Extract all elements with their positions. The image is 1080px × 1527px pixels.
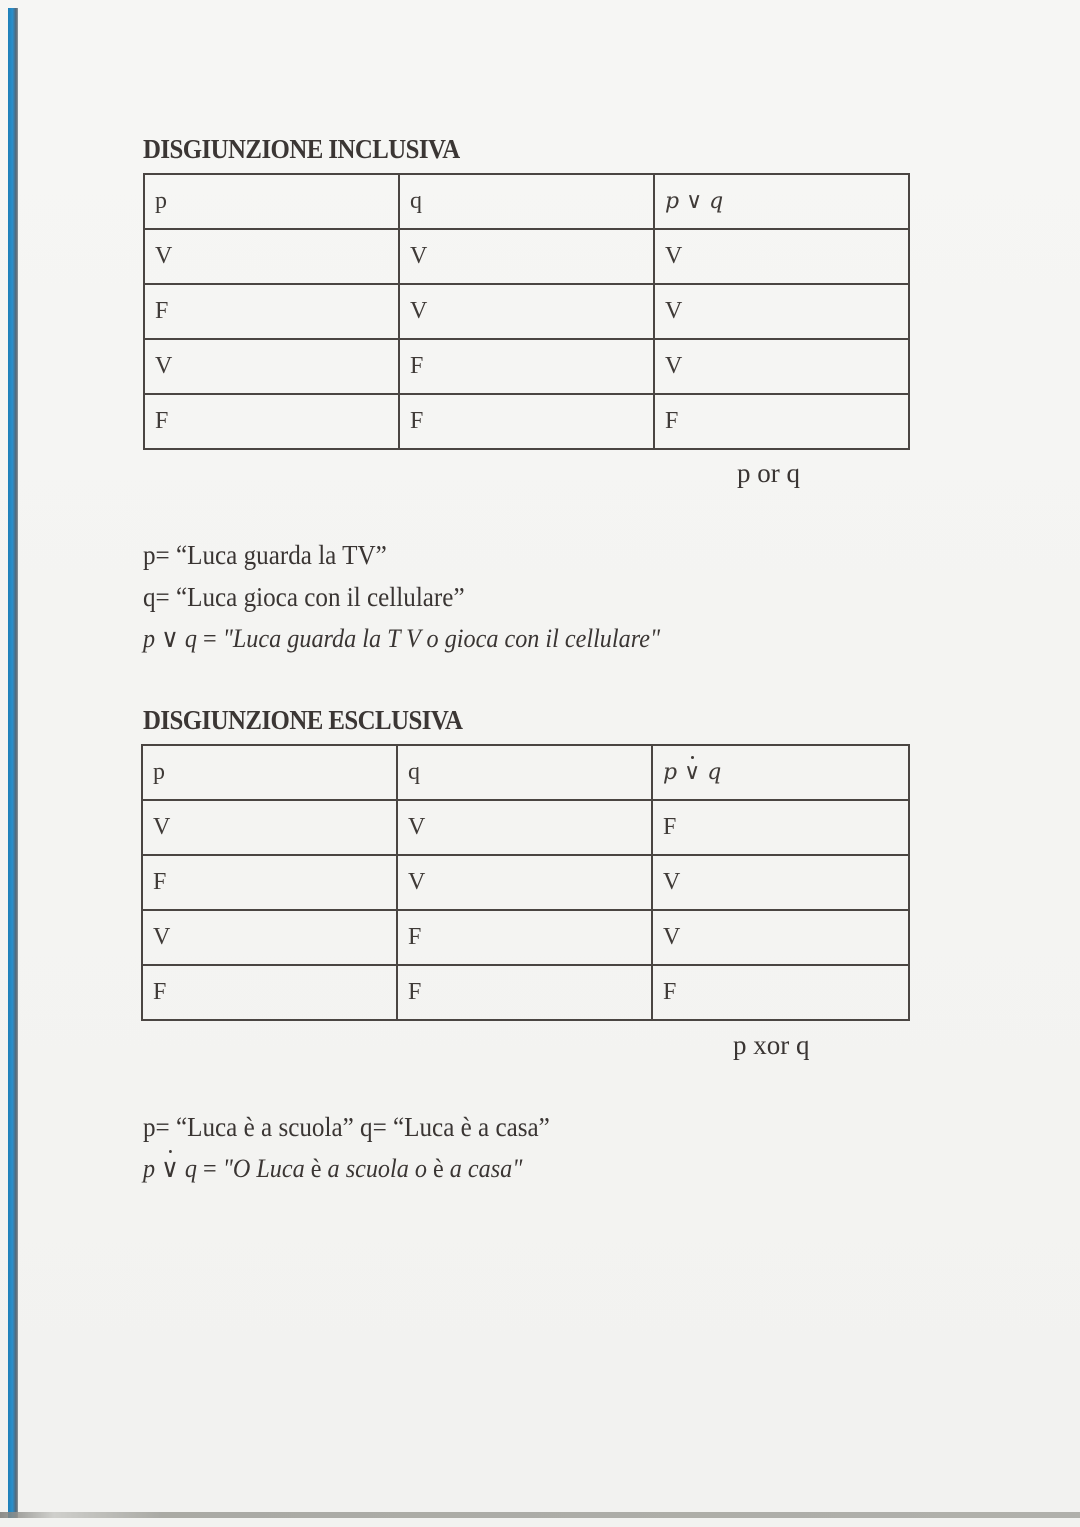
cell-q: V <box>397 800 652 855</box>
formula-rhs-part: "O Luca <box>222 1154 311 1183</box>
cell-p: F <box>142 855 397 910</box>
cell-result: F <box>652 800 909 855</box>
cell-q: F <box>397 965 652 1020</box>
header-q: q <box>399 174 654 229</box>
cell-result: V <box>654 339 909 394</box>
cell-result: F <box>654 394 909 449</box>
xor-operator-icon: ∨ <box>161 1154 179 1183</box>
formula-equals: = <box>196 624 223 653</box>
caption-p-or-q: p or q <box>737 458 800 488</box>
cell-p: V <box>142 800 397 855</box>
caption-p-xor-q: p xor q <box>733 1030 810 1060</box>
cell-q: V <box>399 284 654 339</box>
truth-table-inclusive <box>143 173 910 450</box>
cell-result: V <box>654 229 909 284</box>
cell-result: F <box>652 965 909 1020</box>
formula-p: p <box>143 1154 156 1183</box>
table-row <box>144 339 909 394</box>
cell-result: V <box>654 284 909 339</box>
binder-strip <box>8 8 18 1518</box>
formula-exclusive <box>143 1154 522 1184</box>
cell-p: F <box>144 394 399 449</box>
table-row <box>144 229 909 284</box>
cell-q: F <box>397 910 652 965</box>
formula-rhs: "Luca guarda la T V o gioca con il cellulare" <box>222 624 661 653</box>
table-header-row <box>142 745 909 800</box>
truth-table-exclusive <box>141 744 910 1021</box>
table-row <box>142 855 909 910</box>
header-p: p <box>142 745 397 800</box>
xor-q: q <box>707 760 722 785</box>
xor-operator-icon: ∨ <box>684 760 701 785</box>
formula-rhs-part: è <box>310 1154 322 1183</box>
cell-p: F <box>144 284 399 339</box>
formula-rhs-part: è <box>433 1154 444 1183</box>
cell-result: V <box>652 855 909 910</box>
cell-p: V <box>144 229 399 284</box>
example-p-q-exclusive: p= “Luca è a scuola” q= “Luca è a casa” <box>143 1112 550 1142</box>
example-q-inclusive: q= “Luca gioca con il cellulare” <box>143 582 465 612</box>
formula-rhs-part: a casa" <box>443 1154 523 1183</box>
formula-lhs: p ∨ q <box>143 624 197 653</box>
formula-rhs-part: a scuola o <box>321 1154 434 1183</box>
table-row <box>144 284 909 339</box>
cell-p: V <box>144 339 399 394</box>
cell-q: V <box>399 229 654 284</box>
page-bottom-edge <box>0 1512 1080 1518</box>
cell-q: V <box>397 855 652 910</box>
header-q: q <box>397 745 652 800</box>
cell-q: F <box>399 394 654 449</box>
table-row <box>142 965 909 1020</box>
section-title-exclusive: DISGIUNZIONE ESCLUSIVA <box>143 705 463 735</box>
header-p-or-q: p ∨ q <box>654 174 909 229</box>
formula-equals: = <box>196 1154 223 1183</box>
formula-q: q <box>184 1154 197 1183</box>
header-p-xor-q <box>652 745 909 800</box>
table-header-row <box>144 174 909 229</box>
cell-result: V <box>652 910 909 965</box>
section-title-inclusive: DISGIUNZIONE INCLUSIVA <box>143 134 460 164</box>
xor-p: p <box>663 760 678 785</box>
cell-p: F <box>142 965 397 1020</box>
cell-p: V <box>142 910 397 965</box>
cell-q: F <box>399 339 654 394</box>
table-row <box>142 800 909 855</box>
example-p-inclusive: p= “Luca guarda la TV” <box>143 540 387 570</box>
table-row <box>144 394 909 449</box>
formula-inclusive <box>143 624 660 654</box>
table-row <box>142 910 909 965</box>
header-p: p <box>144 174 399 229</box>
